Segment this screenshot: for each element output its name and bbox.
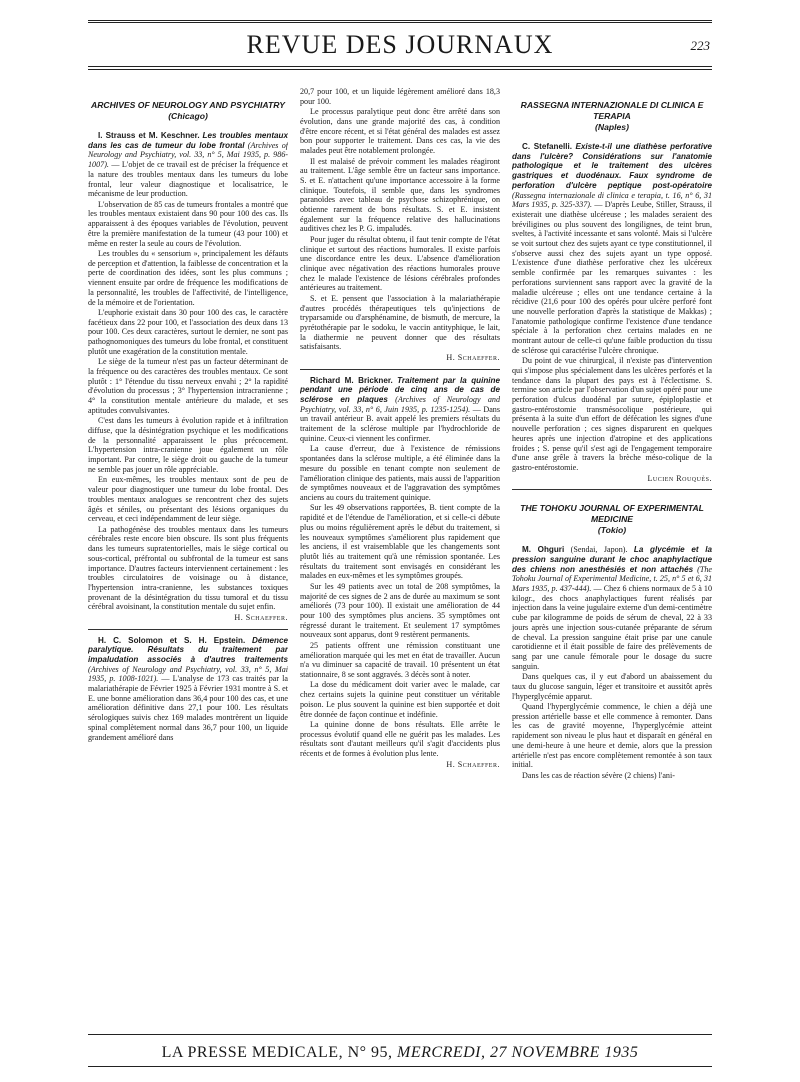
journal-title: ARCHIVES OF NEUROLOGY AND PSYCHIATRY xyxy=(90,100,286,110)
article-title: Traitement par la quinine pendant une période de cinq ans de cas de sclérose en plaques xyxy=(300,375,500,405)
footer-publication: LA PRESSE MEDICALE, N° 95, xyxy=(161,1044,393,1061)
article-reference: (Archives of Neurology and Psychiatry, vol. 33, n° 5, Mai 1935, p. 1008-1021). xyxy=(88,664,288,684)
article-separator xyxy=(512,489,712,490)
column-1 xyxy=(88,87,288,1032)
article-authors: I. Strauss et M. Keschner. xyxy=(98,131,200,140)
article-reference: (The Tohoku Journal of Experimental Medicine, t. 25, n° 5 et 6, 31 Mars 1935, p. 437-444). xyxy=(512,564,712,594)
paragraph: Quand l'hyperglycémie commence, le chien a déjà une pression artérielle basse et elle commence à remonter. Dans les cas de gravité moyenne, l'hyperglycémie atteint rapidement son niveau le plus haut et disparaît en général en une demi-heure à une heure et demie, alors que la pression artérielle n'est pas encore complètement remontée à son taux initial. xyxy=(512,702,712,770)
reviewer-signature: H. Schaeffer. xyxy=(446,759,500,769)
paragraph: En eux-mêmes, les troubles mentaux sont de peu de valeur pour diagnostiquer une tumeur du lobe frontal. Des troubles mentaux analogues se rencontrent chez des sujets âgés et séniles, ou présentant des lésions organiques du cerveau, et ceci indépendamment de leur siège. xyxy=(88,475,288,524)
journal-heading xyxy=(512,503,712,536)
journal-heading xyxy=(88,100,288,122)
article-title: Démence paralytique. Résultats du traitement par impaludation associés à d'autres traitements xyxy=(88,635,288,664)
header-top-rule xyxy=(88,20,712,23)
article-title: Existe-t-il une diathèse perforative dans l'ulcère? Considérations sur l'anatomie pathologique et le traitement des ulcères gastriques et duodénaux. Faux syndrome de perforation d'ulcère peptique post-opératoire xyxy=(512,142,712,190)
article-authors: M. Ohguri xyxy=(522,545,565,555)
paragraph: Sur les 49 observations rapportées, B. tient compte de la rapidité et de l'étendue de l'amélioration, et si celle-ci débute plus ou moins régulièrement après le début du traitement, si les nouveaux symptômes s'améliorent plus rapidement que les anciens, il est vraisemblable que les changements sont plutôt liés au traitement qu'à une rémission spontanée. Les résultats du traitement sont envisagés en considérant les malades en eux-mêmes et les symptômes groupés. xyxy=(300,503,500,581)
footer-top-rule xyxy=(88,1034,712,1035)
article-reference: (Archives of Neurology and Psychiatry, vol. 33, n° 6, Juin 1935, p. 1235-1254). xyxy=(300,395,500,414)
article-lead: — Dans un travail antérieur B. avait appelé les premiers résultats du traitement de la sclérose multiple par l'hydrochloride de quinine. Ceux-ci viennent les confirmer. xyxy=(300,404,500,443)
header-bottom-rule xyxy=(88,66,712,67)
article-lead: — D'après Leube, Stiller, Strauss, il existerait une diathèse ulcéreuse ; les malades seraient des bréviligines ou plus souvent des longilignes, de teint brun, sveltes, à l'activité incessante et sans volonté. Mais si l'ulcère se voit surtout chez des sujets ayant ce type constitutionnel, il s'observe aussi chez des sujets ayant un type opposé. L'existence d'une diathèse perforative chez les ulcéreux semble confirmée par les remarques suivantes : les perforations surviennent sans rapport avec la gravité de la maladie ulcéreuse ; elles ont une tendance certaine à la récidive (21,6 pour 100 des opérés pour ulcère perforé font une nouvelle perforation d'après la statistique de Makkas) ; l'anatomie pathologique confirme l'existence d'une tendance spéciale à la perforation chez certains malades en ne montrant autour de celle-ci qu'une faible production du tissu de sclérose qui caractérise l'ulcère chronique. xyxy=(512,200,712,355)
paragraph: Dans quelques cas, il y eut d'abord un abaissement du taux du glucose sanguin, léger et transitoire et aussitôt après l'hyperglycémie apparut. xyxy=(512,672,712,701)
article-authors: C. Stefanelli. xyxy=(522,142,573,151)
paragraph: 25 patients offrent une rémission constituant une amélioration marquée qui les met en état de travailler. Aucun n'a vu diminuer sa capacité de travail. 10 présentent un état stationnaire, 8 se sont aggravés. 3 décès sont à noter. xyxy=(300,640,500,679)
article-stefanelli-head xyxy=(512,142,712,355)
paragraph: Il est malaisé de prévoir comment les malades réagiront au traitement. L'âge semble être un facteur sans importance. S. et E. n'attachent qu'une importance accessoire à la forme clinique. Toutefois, il semble que, dans les syndromes paranoïdes avec tableau de psychose schizophrénique, on obtienne rarement de bons résultats. S. et E. insistent également sur la fréquence relative des hallucinations auditives chez les P. G. impaludés. xyxy=(300,156,500,234)
column-2 xyxy=(300,87,500,1032)
article-solomon-head xyxy=(88,636,288,743)
article-separator xyxy=(300,369,500,370)
paragraph: L'observation de 85 cas de tumeurs frontales a montré que les troubles mentaux existaient dans 90 pour 100 des cas. Ils apparaissent à des époques variables de l'évolution, peuvent être la première manifestation de la tumeur (43 pour 100) et même en rester la seule au cours de l'évolution. xyxy=(88,199,288,248)
paragraph: Le siège de la tumeur n'est pas un facteur déterminant de la fréquence ou des caractères des troubles mentaux. Ce sont plutôt : 1° l'étendue du tissu nerveux envahi ; 2° la rapidité d'évolution du processus ; 3° l'hypertension intracranienne ; 4° la constitution mentale antérieure du malade, et ses aptitudes convulsivantes. xyxy=(88,357,288,415)
article-lead: — L'objet de ce travail est de préciser la fréquence et la nature des troubles mentaux dans les tumeurs du lobe frontal, leur valeur diagnostique et localisatrice, le mécanisme de leur production. xyxy=(88,160,288,199)
header-bottom-rule-2 xyxy=(88,69,712,70)
paragraph: Pour juger du résultat obtenu, il faut tenir compte de l'état clinique et surtout des réactions humorales. Il existe parfois une discordance entre les deux. L'absence d'amélioration clinique avec négativation des réactions humorales prouve chez le malade l'existence de lésions cérébrales profondes antérieures au traitement. xyxy=(300,234,500,293)
article-authors: Richard M. Brickner. xyxy=(310,375,393,385)
journal-location: (Tokio) xyxy=(597,525,627,536)
paragraph: 20,7 pour 100, et un liquide légèrement amélioré dans 18,3 pour 100. xyxy=(300,87,500,106)
article-title: La glycémie et la pression sanguine durant le choc anaphylactique des chiens non anesthésiés et non attachés xyxy=(512,545,712,574)
article-separator xyxy=(88,629,288,630)
reviewer-signature: H. Schaeffer. xyxy=(446,352,500,362)
article-reference: (Rassegna internazionale di clinica e terapia, t. 16, n° 6, 31 Mars 1935, p. 325-337). xyxy=(512,190,712,210)
journal-title: RASSEGNA INTERNAZIONALE DI CLINICA E TERAPIA xyxy=(520,100,704,121)
journal-heading xyxy=(512,100,712,133)
paragraph: La pathogénèse des troubles mentaux dans les tumeurs cérébrales reste encore bien obscure. Ils sont plus fréquents dans les tumeurs supratentorielles, mais le siège cortical ou sous-cortical, préfrontal ou subfrontal de la tumeur est sans importance. D'autres facteurs interviennent certainement : les troubles circulatoires de voisinage ou à distance, l'hypertension intra-cranienne, les substances toxiques provenant de la désintégration du tissu tumoral et du tissu cérébral avoisinant, la constitution mentale du sujet enfin. xyxy=(88,524,288,612)
paragraph: La dose du médicament doit varier avec le malade, car chez certains sujets la quinine peut constituer un véritable poison. Le plus souvent la quinine est bien supportée et doit être donnée de façon continue et indéfinie. xyxy=(300,680,500,719)
journal-location: (Naples) xyxy=(595,122,629,132)
paragraph: C'est dans les tumeurs à évolution rapide et à infiltration diffuse, que la désintégration psychique et les modifications de la personnalité apparaissent le plus précocement. L'hypertension intra-cranienne joue également un rôle important. Par contre, le siège droit ou gauche de la tumeur ne semble pas jouer un rôle appréciable. xyxy=(88,416,288,474)
article-ohguri-head xyxy=(512,545,712,671)
article-affiliation: (Sendai, Japon). xyxy=(564,545,628,555)
article-reference: (Archives of Neurology and Psychiatry, vol. 33, n° 5, Mai 1935, p. 986-1007). xyxy=(88,140,288,170)
column-3 xyxy=(512,87,712,1032)
paragraph: L'euphorie existait dans 30 pour 100 des cas, le caractère facétieux dans 22 pour 100, et l'association des deux dans 13 pour 100. Ces deux caractères, surtout le dernier, ne sont pas pathognomoniques des tumeurs du lobe frontal, et constituent plutôt une exagération de la constitution mentale. xyxy=(88,308,288,356)
paragraph: La cause d'erreur, due à l'existence de rémissions spontanées dans la sclérose multiple, a été éliminée dans la mesure du possible en tenant compte non seulement de l'amélioration clinique des patients, mais aussi de l'apparition de symptômes nouveaux et de l'aggravation des symptômes anciens au cours du traitement quinique. xyxy=(300,444,500,502)
journal-location: (Chicago) xyxy=(168,111,208,121)
footer-bottom-rule xyxy=(88,1066,712,1067)
page-number: 223 xyxy=(690,38,710,53)
reviewer-signature: H. Schaeffer. xyxy=(234,612,288,622)
paragraph: Le processus paralytique peut donc être arrêté dans son évolution, dans une grande majorité des cas, à condition d'être encore récent, et si l'état général des malades est assez bon pour supporter le traitement. Dans ces cas, la vie des malades peut être notablement prolongée. xyxy=(300,107,500,156)
running-title: REVUE DES JOURNAUX xyxy=(246,30,554,59)
footer-date: MERCREDI, 27 NOVEMBRE 1935 xyxy=(397,1044,639,1061)
paragraph: S. et E. pensent que l'association à la malariathérapie d'autres procédés thérapeutiques tels qu'injections de tryparsamide ou d'arsphénamine, de bismuth, de mercure, la pyrétothérapie par le sodoku, le vaccin antityphique, le lait, la diathermie ne peuvent donner que des résultats satisfaisants. xyxy=(300,293,500,352)
article-lead: — Chez 6 chiens normaux de 5 à 10 kilogr., des chocs anaphylactiques furent réalisés par injection dans la veine jugulaire externe d'un demi-centimètre cube par kilogramme de poids de sérum de cheval, 22 à 33 jours après une injection sous-cutanée préparante de sérum de cheval. La pression sanguine était prise par une canule carotidienne et il était possible de faire des prélèvements de sang par une canule fémorale pour le dosage du sucre sanguin. xyxy=(512,584,712,671)
article-brickner-head xyxy=(300,376,500,444)
paragraph: Les troubles du « sensorium », principalement les défauts de perception et d'attention, la faiblesse de concentration et la perte de coordination des idées, sont les plus communs ; viennent ensuite par ordre de fréquence les modifications de la personnalité, les troubles de l'affectivité, de l'intelligence, de la mémoire et de l'orientation. xyxy=(88,249,288,307)
paragraph: Dans les cas de réaction sévère (2 chiens) l'ani- xyxy=(522,770,675,780)
paragraph: Sur les 49 patients avec un total de 208 symptômes, la majorité de ces signes de 2 ans de durée au maximum se sont améliorés (73 pour 100). Il existait une amélioration de 44 pour 100 des symptômes plus anciens. 35 symptômes ont régressé durant le traitement. Et seulement 17 symptômes nouveaux sont apparus, dont 9 restèrent permanents. xyxy=(300,581,500,640)
journal-title: THE TOHOKU JOURNAL OF EXPERIMENTAL MEDICINE xyxy=(520,503,704,525)
article-title: Les troubles mentaux dans les cas de tumeur du lobe frontal xyxy=(88,131,288,150)
article-strauss-head xyxy=(88,131,288,199)
paragraph: Du point de vue chirurgical, il n'existe pas d'intervention qui s'impose plus spécialement dans les ulcères perforés et la tendance dans la plupart des pays est à l'éclectisme. S. termine son article par l'observation d'un sujet opéré pour une perforation d'ulcus duodénal par suture, épiploplastie et gastro-entérostomie transmésocolique postérieure, qui présenta à la suite d'un effort de défécation les signes d'une nouvelle perforation ; ces signes disparurent en quelques heures après une injection d'atropine et des applications froides ; S. pense qu'il s'est agi de l'engagement temporaire d'une anse grêle à travers la brèche méso-colique de la gastro-entérostomie. xyxy=(512,356,712,472)
paragraph: La quinine donne de bons résultats. Elle arrête le processus évolutif quand elle ne guérit pas les malades. Les résultats sont d'autant meilleurs qu'il s'agit d'accidents plus récents et de formes à évolution plus lente. xyxy=(300,720,500,759)
article-columns xyxy=(88,87,712,1032)
article-authors: H. C. Solomon et S. H. Epstein. xyxy=(98,635,246,645)
page-footer xyxy=(88,1044,712,1062)
reviewer-signature: Lucien Rouquès. xyxy=(647,473,712,483)
article-lead: — L'analyse de 173 cas traités par la malariathérapie de Février 1925 à Février 1931 montre à S. et E. une bonne amélioration dans 36,4 pour 100 des cas, et une amélioration définitive dans 27,1 pour 100. Les résultats sérologiques suivis chez 169 malades montrèrent un liquide spinal complètement normal dans 36,7 pour 100, un liquide grandement amélioré dans xyxy=(88,674,288,742)
